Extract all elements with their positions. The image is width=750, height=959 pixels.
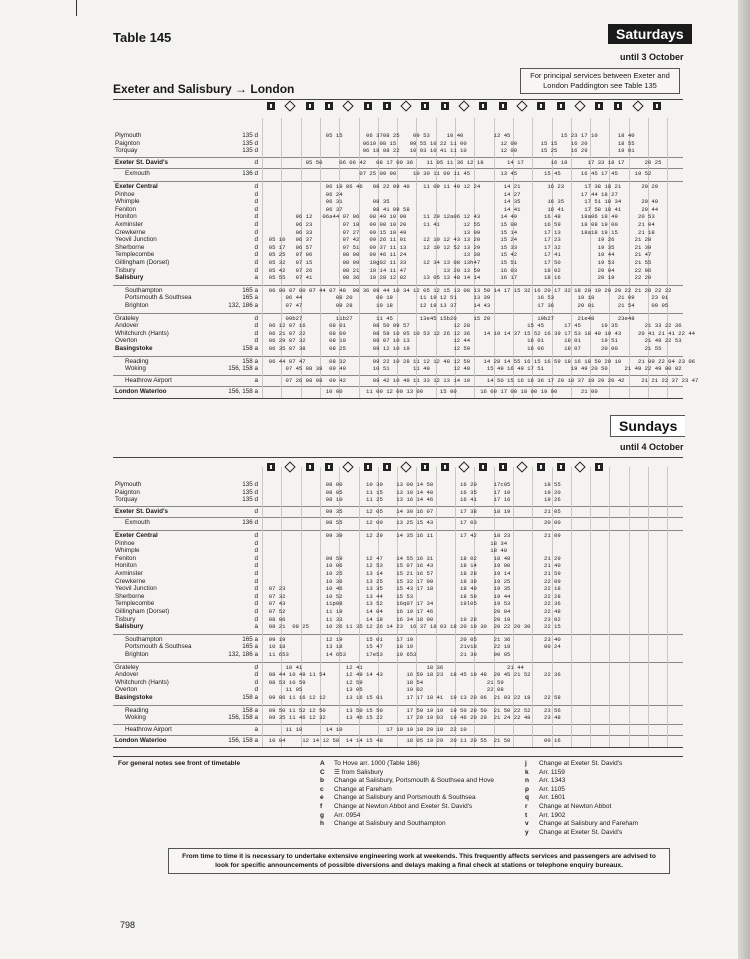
sat-station-ref: d bbox=[254, 329, 258, 337]
right-footnote bbox=[525, 812, 685, 821]
sat-times-row: 07 25 09 00 10 30 11 00 11 45 13 45 15 45 16 45 17 45 19 52 bbox=[262, 170, 652, 178]
saturdays-until: until 3 October bbox=[620, 52, 684, 62]
sun-station-name: Sherborne bbox=[115, 592, 145, 600]
right-footnote bbox=[525, 794, 685, 803]
left-footnote bbox=[320, 786, 520, 795]
sat-station-name: Crewkerne bbox=[115, 228, 146, 236]
sat-times-row: 06 18 08 22 10 03 10 41 11 10 12 09 15 25 16 29 19 01 bbox=[262, 147, 635, 155]
sat-station-name: Exeter Central bbox=[115, 183, 158, 190]
sun-station-name: Salisbury bbox=[115, 623, 144, 631]
first-class-icon bbox=[383, 463, 391, 471]
sun-times-row: 11 653 14 653 17e53 19 653 21 39 00 05 bbox=[262, 651, 511, 658]
sat-times-row: 07 47 09 28 10 18 12 19 13 37 14 43 17 36 20 01 21 54 00 05 bbox=[262, 302, 669, 309]
sat-station-name: Brighton bbox=[125, 302, 149, 309]
sun-station-name: London Waterloo bbox=[115, 737, 167, 745]
footnotes-left bbox=[320, 760, 520, 829]
sun-station-ref: d bbox=[254, 608, 258, 615]
footnote-text: To Hove arr. 1000 (Table 186) bbox=[334, 760, 420, 767]
sun-station-ref: d bbox=[254, 539, 258, 547]
sun-station-ref: 132, 186 a bbox=[228, 651, 258, 658]
sat-times-row: 05 55 07 41 08 36 10 28 12 02 13 05 13 48 14 14 16 17 18 16 20 19 22 20 bbox=[262, 274, 652, 282]
sat-bottom-rule bbox=[113, 398, 683, 399]
sun-station-ref: a bbox=[254, 725, 258, 733]
first-class-icon bbox=[306, 463, 314, 471]
sat-station-name: Axminster bbox=[115, 221, 143, 228]
sun-station-ref: 136 d bbox=[242, 519, 258, 527]
sat-station-name: Pinhoe bbox=[115, 190, 135, 198]
left-footnote bbox=[320, 820, 520, 829]
footnote-text: Arr. 1902 bbox=[539, 811, 566, 819]
sun-times-row: 08 10 11 25 13 16 14 46 16 41 17 16 19 26 bbox=[262, 496, 561, 504]
first-class-icon bbox=[267, 463, 275, 471]
sat-times-row: 06 31 08 35 14 35 16 35 17 51 18 34 20 40 bbox=[262, 198, 659, 206]
sun-station-name: Honiton bbox=[115, 562, 137, 570]
general-notes: For general notes see front of timetable bbox=[118, 760, 241, 767]
sun-station-ref: 165 a bbox=[242, 635, 258, 643]
sundays-until: until 4 October bbox=[620, 442, 684, 452]
sun-times-row: 08 53 10 59 12 59 18 54 21 59 bbox=[262, 678, 504, 686]
sat-station-name: Paignton bbox=[115, 139, 140, 147]
sun-station-ref: 135 d bbox=[242, 481, 258, 488]
first-class-icon bbox=[383, 102, 391, 110]
route-title: Exeter and Salisbury → London bbox=[113, 82, 295, 96]
sun-station-name: Gillingham (Dorset) bbox=[115, 608, 170, 615]
first-class-icon bbox=[479, 463, 487, 471]
footnote-text: Arr. 1343 bbox=[539, 777, 566, 785]
sat-station-name: Exeter St. David's bbox=[115, 158, 168, 166]
footnote-key: j bbox=[525, 760, 527, 767]
first-class-icon bbox=[421, 102, 429, 110]
sun-station-name: Crewkerne bbox=[115, 577, 146, 585]
sat-times-row: 06 21 07 22 08 09 08 58 10 05 10 53 12 26 12 36 14 10 14 37 15 52 16 39 17 53 18 40 19 43 20 41 21 41 22 44 bbox=[262, 329, 696, 337]
sat-station-ref: d bbox=[254, 158, 258, 166]
sun-station-name: Southampton bbox=[125, 635, 163, 643]
footnote-text: Arr. 1601 bbox=[539, 794, 566, 802]
sat-station-name: Gillingham (Dorset) bbox=[115, 259, 170, 266]
sat-times-row: 05 10 06 37 07 42 09 26 11 01 12 10 12 43 13 20 15 24 17 23 19 26 21 28 bbox=[262, 236, 652, 244]
first-class-icon bbox=[267, 102, 275, 110]
first-class-diamond-icon bbox=[400, 100, 411, 111]
sun-station-ref: d bbox=[254, 585, 258, 593]
sun-column-divider bbox=[648, 467, 649, 747]
sat-station-name: Torquay bbox=[115, 147, 138, 155]
footnote-key: A bbox=[320, 760, 325, 767]
sat-station-name: Whimple bbox=[115, 198, 140, 206]
sat-station-ref: 158 a bbox=[242, 345, 258, 352]
sat-station-name: Woking bbox=[125, 365, 146, 373]
right-footnote bbox=[525, 769, 685, 778]
sun-station-ref: 158 a bbox=[242, 706, 258, 714]
first-class-icon bbox=[441, 102, 449, 110]
first-class-diamond-icon bbox=[343, 461, 354, 472]
first-class-icon bbox=[653, 102, 661, 110]
sun-times-row: 10 06 12 53 15 07 16 43 18 14 19 00 21 40 bbox=[262, 562, 561, 570]
sun-times-row: 10 04 12 14 12 58 14 14 15 48 18 05 19 29 20 11 20 55 21 50 00 16 bbox=[262, 737, 561, 745]
sun-station-ref: 135 d bbox=[242, 496, 258, 504]
sun-column-divider bbox=[590, 467, 591, 747]
sat-times-row: 06 24 14 27 17 44 18 27 bbox=[262, 190, 618, 198]
first-class-diamond-icon bbox=[458, 461, 469, 472]
footnote-text: Change at Fareham bbox=[334, 785, 392, 793]
sun-times-row: 07 23 10 46 13 35 15 43 17 18 18 49 19 35 22 18 bbox=[262, 585, 561, 593]
sat-times-row: 06 00 07 00 07 44 07 48 08 36 09 44 10 34 12 05 12 15 13 08 13 50 14 17 15 32 16 20 17 32 18 20 19 20 20 22 21 20 22 22 bbox=[262, 286, 672, 294]
sat-station-ref: d bbox=[254, 236, 258, 244]
sat-station-ref: d bbox=[254, 314, 258, 322]
first-class-diamond-icon bbox=[285, 100, 296, 111]
sun-station-name: Grateley bbox=[115, 663, 139, 671]
first-class-icon bbox=[325, 463, 333, 471]
sat-station-name: Sherborne bbox=[115, 243, 145, 251]
sun-station-name: Overton bbox=[115, 686, 138, 694]
sun-times-row: 08 55 12 00 13 25 15 43 17 03 20 00 bbox=[262, 519, 561, 527]
left-footnote bbox=[320, 812, 520, 821]
sun-station-ref: d bbox=[254, 686, 258, 694]
sun-times-row: 10 41 12 41 18 36 21 44 bbox=[262, 663, 524, 671]
sat-times-row: 05 50 06 06 42 08 17 09 36 11 05 11 36 12 18 14 17 16 18 17 33 18 17 20 25 bbox=[262, 158, 662, 166]
first-class-icon bbox=[364, 102, 372, 110]
sun-times-row: 08 05 11 15 13 10 14 40 16 35 17 10 19 20 bbox=[262, 488, 561, 496]
sun-station-name: Portsmouth & Southsea bbox=[125, 643, 192, 651]
sun-station-name: Tisbury bbox=[115, 615, 136, 623]
sun-station-name: Andover bbox=[115, 671, 139, 679]
sat-station-name: Reading bbox=[125, 357, 149, 365]
footnote-key: C bbox=[320, 768, 325, 776]
sun-column-divider bbox=[667, 467, 668, 747]
first-class-icon bbox=[441, 463, 449, 471]
right-footnote bbox=[525, 777, 685, 786]
sat-times-row: 07 26 08 08 09 42 09 42 10 49 11 33 12 13 14 19 14 50 15 16 16 36 17 20 18 37 19 20 20 42 21 21 22 37 23 47 bbox=[262, 376, 699, 384]
engineering-note: From time to time it is necessary to undertake extensive engineering work at weekends. This frequently affects services and passengers are advised to look for specific announcements of possible diversions and delays making a final check at stations or telephone enquiry bureaux. bbox=[168, 848, 670, 874]
sun-station-name: Whitchurch (Hants) bbox=[115, 678, 169, 686]
sat-station-ref: d bbox=[254, 205, 258, 213]
right-footnote bbox=[525, 829, 685, 838]
footnote-text: Change at Salisbury and Portsmouth & Southsea bbox=[334, 794, 476, 802]
sat-station-name: London Waterloo bbox=[115, 388, 167, 396]
sun-times-row: 09 50 11 52 12 50 13 50 15 50 17 50 19 19 19 50 20 50 21 50 22 52 23 56 bbox=[262, 706, 561, 714]
sun-station-name: Axminster bbox=[115, 570, 143, 577]
sat-station-name: Grateley bbox=[115, 314, 139, 322]
sat-station-name: Tisbury bbox=[115, 266, 136, 274]
sun-station-ref: d bbox=[254, 663, 258, 671]
sat-times-row: 05 17 06 57 07 51 09 37 11 13 12 19 12 52 13 29 15 33 17 32 19 35 21 39 bbox=[262, 243, 652, 251]
sun-station-ref: d bbox=[254, 570, 258, 577]
footnote-key: b bbox=[320, 777, 324, 785]
right-footnote bbox=[525, 786, 685, 795]
sun-station-name: Feniton bbox=[115, 554, 137, 562]
sun-times-row: 08 44 10 49 11 54 12 49 14 43 16 59 18 23 18 45 19 48 20 45 21 52 22 36 bbox=[262, 671, 561, 679]
sat-station-name: Templecombe bbox=[115, 251, 155, 259]
sun-station-ref: 156, 158 a bbox=[228, 714, 258, 722]
sat-times-row: 05 25 07 06 08 00 09 46 11 24 13 38 15 42 17 41 19 44 21 47 bbox=[262, 251, 652, 259]
footnote-text: Arr. 1159 bbox=[539, 768, 565, 776]
footnote-rule bbox=[113, 756, 683, 757]
footnote-key: h bbox=[320, 820, 324, 828]
sun-times-row: 07 52 11 19 14 04 16 19 17 46 20 04 22 48 bbox=[262, 608, 561, 615]
sun-station-name: Brighton bbox=[125, 651, 149, 658]
first-class-icon bbox=[557, 463, 565, 471]
sun-bottom-rule bbox=[113, 747, 683, 748]
sat-station-ref: d bbox=[254, 337, 258, 345]
first-class-diamond-icon bbox=[343, 100, 354, 111]
first-class-diamond-icon bbox=[574, 461, 585, 472]
first-class-diamond-icon bbox=[516, 100, 527, 111]
sun-times-row: 07 32 10 52 13 44 15 53 18 59 19 44 22 28 bbox=[262, 592, 561, 600]
sun-times-row: 09 59 12 47 14 55 16 31 18 02 18 48 21 29 bbox=[262, 554, 561, 562]
sun-times-row: 08 06 11 33 14 18 16 34 18 00 19 28 20 19 23 02 bbox=[262, 615, 561, 623]
sun-station-name: Exeter St. David's bbox=[115, 507, 168, 515]
sun-times-row: 09 19 12 19 15 01 17 19 20 05 21 36 23 40 bbox=[262, 635, 561, 643]
first-class-icon bbox=[595, 463, 603, 471]
sat-station-ref: d bbox=[254, 221, 258, 228]
sat-times-row: 10 00 11 00 12 00 13 00 15 00 16 00 17 00 18 00 19 00 21 00 bbox=[262, 388, 598, 396]
right-footnote bbox=[525, 760, 685, 769]
footnote-text: Change at Newton Abbot and Exeter St. David's bbox=[334, 802, 473, 810]
sun-station-name: Heathrow Airport bbox=[125, 725, 172, 733]
sat-times-row: 06 33 07 27 09 15 10 49 13 09 15 14 17 13 18a18 19 15 21 18 bbox=[262, 228, 655, 236]
sat-times-row: 06 44 07 47 08 32 09 22 10 28 11 12 12 48 12 59 14 28 14 55 16 15 16 59 18 16 18 59 20 10 21 00 22 04 23 06 bbox=[262, 357, 696, 365]
footnote-text: Change at Salisbury, Portsmouth & Southsea and Hove bbox=[334, 777, 494, 785]
sun-times-row: 11 05 13 05 19 02 22 08 bbox=[262, 686, 504, 694]
sat-times-row: 06 19 06 46 08 22 09 40 11 09 11 40 12 24 14 21 16 23 17 38 18 21 20 29 bbox=[262, 183, 659, 190]
sat-station-ref: d bbox=[254, 322, 258, 330]
footnote-key: v bbox=[525, 820, 529, 828]
sun-station-ref: d bbox=[254, 678, 258, 686]
sat-station-ref: 135 d bbox=[242, 139, 258, 147]
sat-times-row: 06 12 07 16 08 01 08 50 09 57 12 28 15 45 17 45 19 35 21 33 22 36 bbox=[262, 322, 682, 330]
sun-station-ref: 165 a bbox=[242, 643, 258, 651]
first-class-icon bbox=[325, 102, 333, 110]
sun-times-row: 07 43 11p08 13 52 16q07 17 34 19l05 19 53 22 36 bbox=[262, 600, 561, 608]
sat-station-name: Southampton bbox=[125, 286, 163, 294]
sun-station-ref: d bbox=[254, 600, 258, 608]
sat-station-ref: d bbox=[254, 198, 258, 206]
sat-station-ref: 156, 158 a bbox=[228, 388, 258, 396]
sat-times-row: 06 37 08 41 09 58 14 41 16 41 17 58 18 41 20 44 bbox=[262, 205, 659, 213]
left-footnote bbox=[320, 769, 520, 778]
sun-station-ref: d bbox=[254, 532, 258, 539]
sun-station-ref: 158 a bbox=[242, 694, 258, 701]
first-class-icon bbox=[499, 463, 507, 471]
first-class-icon bbox=[557, 102, 565, 110]
sat-station-ref: d bbox=[254, 190, 258, 198]
first-class-diamond-icon bbox=[574, 100, 585, 111]
sat-station-ref: a bbox=[254, 274, 258, 282]
sun-times-row: 18 40 bbox=[262, 547, 508, 555]
sat-station-name: Heathrow Airport bbox=[125, 376, 172, 384]
sun-station-name: Torquay bbox=[115, 496, 138, 504]
sat-times-row: 06 29 07 32 08 19 09 07 10 13 12 44 16 01 18 01 19 51 21 49 22 53 bbox=[262, 337, 682, 345]
left-footnote bbox=[320, 803, 520, 812]
first-class-icon bbox=[595, 102, 603, 110]
sun-column-divider bbox=[609, 467, 610, 747]
sun-station-name: Exeter Central bbox=[115, 532, 158, 539]
footnote-key: n bbox=[525, 777, 529, 785]
sat-station-ref: d bbox=[254, 251, 258, 259]
sat-station-ref: d bbox=[254, 213, 258, 221]
sun-station-name: Exmouth bbox=[125, 519, 150, 527]
sun-column-divider bbox=[571, 467, 572, 747]
sat-times-row: 0610 08 15 09 55 10 22 11 00 12 00 15 15 16 20 18 55 bbox=[262, 139, 635, 147]
sat-station-name: Portsmouth & Southsea bbox=[125, 294, 192, 302]
sat-times-row: 06 44 08 20 09 19 11 19 12 51 13 39 16 53 19 18 21 09 23 01 bbox=[262, 294, 669, 302]
sun-station-name: Templecombe bbox=[115, 600, 155, 608]
sat-column-divider bbox=[667, 118, 668, 398]
sat-station-ref: 132, 186 a bbox=[228, 302, 258, 309]
footnote-text: ☰ from Salisbury bbox=[334, 768, 384, 776]
sat-station-ref: d bbox=[254, 259, 258, 266]
saturdays-badge: Saturdays bbox=[608, 24, 692, 44]
sun-station-ref: d bbox=[254, 671, 258, 679]
first-class-icon bbox=[479, 102, 487, 110]
footnote-key: r bbox=[525, 802, 528, 810]
sat-station-ref: 165 a bbox=[242, 294, 258, 302]
sat-station-ref: 136 d bbox=[242, 170, 258, 178]
first-class-icon bbox=[614, 102, 622, 110]
sun-station-ref: d bbox=[254, 562, 258, 570]
sun-top-rule bbox=[113, 457, 683, 458]
table-title: Table 145 bbox=[113, 30, 172, 45]
first-class-icon bbox=[421, 463, 429, 471]
first-class-icon bbox=[364, 463, 372, 471]
sun-times-row: 09 39 12 29 14 35 16 11 17 42 18 23 21 09 bbox=[262, 532, 561, 539]
left-footnote bbox=[320, 760, 520, 769]
right-footnote bbox=[525, 803, 685, 812]
first-class-diamond-icon bbox=[516, 461, 527, 472]
sat-station-name: Exmouth bbox=[125, 170, 150, 178]
footnote-key: p bbox=[525, 785, 529, 793]
footnote-text: Change at Salisbury and Fareham bbox=[539, 820, 639, 828]
sun-times-row: 10 36 13 25 15 32 17 09 18 39 19 25 22 09 bbox=[262, 577, 561, 585]
sat-station-ref: 135 d bbox=[242, 132, 258, 139]
first-class-diamond-icon bbox=[458, 100, 469, 111]
first-class-icon bbox=[537, 463, 545, 471]
footnote-text: Change at Salisbury and Southampton bbox=[334, 820, 446, 828]
first-class-icon bbox=[306, 102, 314, 110]
sun-station-ref: 156, 158 a bbox=[228, 737, 258, 745]
paddington-note: For principal services between Exeter and London Paddington see Table 135 bbox=[520, 68, 680, 94]
sun-station-ref: a bbox=[254, 623, 258, 631]
sat-station-ref: 165 a bbox=[242, 286, 258, 294]
footnote-key: t bbox=[525, 811, 528, 819]
page-number: 798 bbox=[120, 920, 136, 930]
sun-service-icons bbox=[262, 462, 682, 474]
sat-station-ref: 135 d bbox=[242, 147, 258, 155]
sun-station-name: Yeovil Junction bbox=[115, 585, 157, 593]
sun-times-row: 09 06 11 16 12 12 13 16 15 01 17 17 18 41 19 13 20 06 21 03 22 18 22 58 bbox=[262, 694, 561, 701]
left-footnote bbox=[320, 777, 520, 786]
sat-times-row: 05 15 06 3708 25 09 53 10 40 12 45 15 23 17 10 18 40 bbox=[262, 132, 635, 139]
sat-times-row: 06 35 07 38 08 25 09 12 10 19 12 50 16 06 18 07 20 00 21 55 bbox=[262, 345, 662, 352]
sat-times-row: 06 23 07 18 09 00 10 20 11 41 12 55 15 00 16 59 18 08 19 00 21 04 bbox=[262, 221, 655, 228]
footnote-key: y bbox=[525, 828, 529, 836]
sun-station-name: Basingstoke bbox=[115, 694, 153, 701]
sun-times-row: 08 21 08 25 10 26 11 35 12 26 14 23 16 37 18 03 18 20 19 30 20 22 20 30 22 15 bbox=[262, 623, 561, 631]
sat-station-name: Overton bbox=[115, 337, 138, 345]
first-class-diamond-icon bbox=[285, 461, 296, 472]
footnote-key: k bbox=[525, 768, 529, 776]
footnotes-right bbox=[525, 760, 685, 837]
first-class-icon bbox=[537, 102, 545, 110]
footnote-text: Change at Newton Abbot bbox=[539, 802, 612, 810]
sat-times-row: 05 42 07 26 08 21 10 14 11 47 13 20 13 59 16 03 18 02 20 04 22 06 bbox=[262, 266, 652, 274]
sat-station-ref: d bbox=[254, 183, 258, 190]
sun-times-row: 18 34 bbox=[262, 539, 508, 547]
sun-station-ref: d bbox=[254, 615, 258, 623]
footnote-text: Change at Exeter St. David's bbox=[539, 760, 623, 767]
sat-station-ref: 156, 158 a bbox=[228, 365, 258, 373]
footnote-key: g bbox=[320, 811, 324, 819]
first-class-diamond-icon bbox=[400, 461, 411, 472]
sat-station-name: Basingstoke bbox=[115, 345, 153, 352]
sun-times-row: 11 10 14 10 17 10 19 10 20 10 22 10 bbox=[262, 725, 467, 733]
footnote-key: q bbox=[525, 794, 529, 802]
footnote-text: Arr. 1105 bbox=[539, 785, 565, 793]
sat-station-name: Andover bbox=[115, 322, 139, 330]
footnote-key: f bbox=[320, 802, 323, 810]
sundays-badge: Sundays bbox=[610, 415, 685, 437]
sun-station-ref: d bbox=[254, 507, 258, 515]
first-class-diamond-icon bbox=[632, 100, 643, 111]
sun-times-row: 09 35 12 05 14 30 16 07 17 38 18 19 21 05 bbox=[262, 507, 561, 515]
sat-station-ref: 158 a bbox=[242, 357, 258, 365]
sun-station-name: Paignton bbox=[115, 488, 140, 496]
footnote-text: Change at Exeter St. David's bbox=[539, 828, 623, 836]
sat-station-name: Salisbury bbox=[115, 274, 144, 282]
sat-station-ref: d bbox=[254, 243, 258, 251]
sat-station-ref: a bbox=[254, 376, 258, 384]
footnote-key: e bbox=[320, 794, 324, 802]
sun-station-name: Woking bbox=[125, 714, 146, 722]
right-footnote bbox=[525, 820, 685, 829]
sun-station-ref: d bbox=[254, 554, 258, 562]
sun-station-name: Reading bbox=[125, 706, 149, 714]
first-class-icon bbox=[499, 102, 507, 110]
sun-station-ref: d bbox=[254, 547, 258, 555]
footnote-text: Arr. 0954 bbox=[334, 811, 361, 819]
sun-column-divider bbox=[629, 467, 630, 747]
footnote-key: c bbox=[320, 785, 324, 793]
sun-times-row: 09 35 11 46 12 32 13 46 15 22 17 29 19 03 19 46 20 29 21 24 22 48 23 48 bbox=[262, 714, 561, 722]
sat-station-name: Whitchurch (Hants) bbox=[115, 329, 169, 337]
sat-top-rule bbox=[113, 99, 683, 100]
sat-times-row: 09b27 11b27 11 45 13e45 15b20 15 20 19b27 21e48 23e48 bbox=[262, 314, 635, 322]
sat-service-icons bbox=[262, 101, 682, 113]
sun-times-row: 10 18 13 18 15 47 18 19 21v18 22 18 00 24 bbox=[262, 643, 561, 651]
sat-station-name: Yeovil Junction bbox=[115, 236, 157, 244]
sun-station-ref: 135 d bbox=[242, 488, 258, 496]
sat-station-ref: d bbox=[254, 228, 258, 236]
sun-times-row: 08 00 10 30 13 00 14 50 16 20 17c05 18 55 bbox=[262, 481, 561, 488]
sun-station-name: Whimple bbox=[115, 547, 140, 555]
sun-times-row: 10 25 13 14 15 21 16 57 18 28 19 14 21 59 bbox=[262, 570, 561, 577]
sun-station-ref: d bbox=[254, 577, 258, 585]
sat-times-row: 05 32 07 15 08 09 10g02 11 33 12 34 13 08 13h47 15 51 17 50 19 53 21 55 bbox=[262, 259, 652, 266]
sat-times-row: 07 45 08 38 09 49 10 51 11 49 12 49 15 49 16 49 17 51 19 49 20 50 21 49 22 49 00 02 bbox=[262, 365, 682, 373]
margin-mark bbox=[76, 0, 77, 16]
sun-station-name: Pinhoe bbox=[115, 539, 135, 547]
sun-station-name: Plymouth bbox=[115, 481, 142, 488]
sat-station-name: Feniton bbox=[115, 205, 137, 213]
left-footnote bbox=[320, 794, 520, 803]
page-edge bbox=[738, 0, 750, 959]
sun-station-ref: d bbox=[254, 592, 258, 600]
sat-times-row: 06 12 06a44 07 06 08 49 10 08 11 29 12a06 12 43 14 49 16 48 18a06 18 49 20 53 bbox=[262, 213, 655, 221]
sat-station-name: Plymouth bbox=[115, 132, 142, 139]
sat-station-name: Honiton bbox=[115, 213, 137, 221]
sat-station-ref: d bbox=[254, 266, 258, 274]
